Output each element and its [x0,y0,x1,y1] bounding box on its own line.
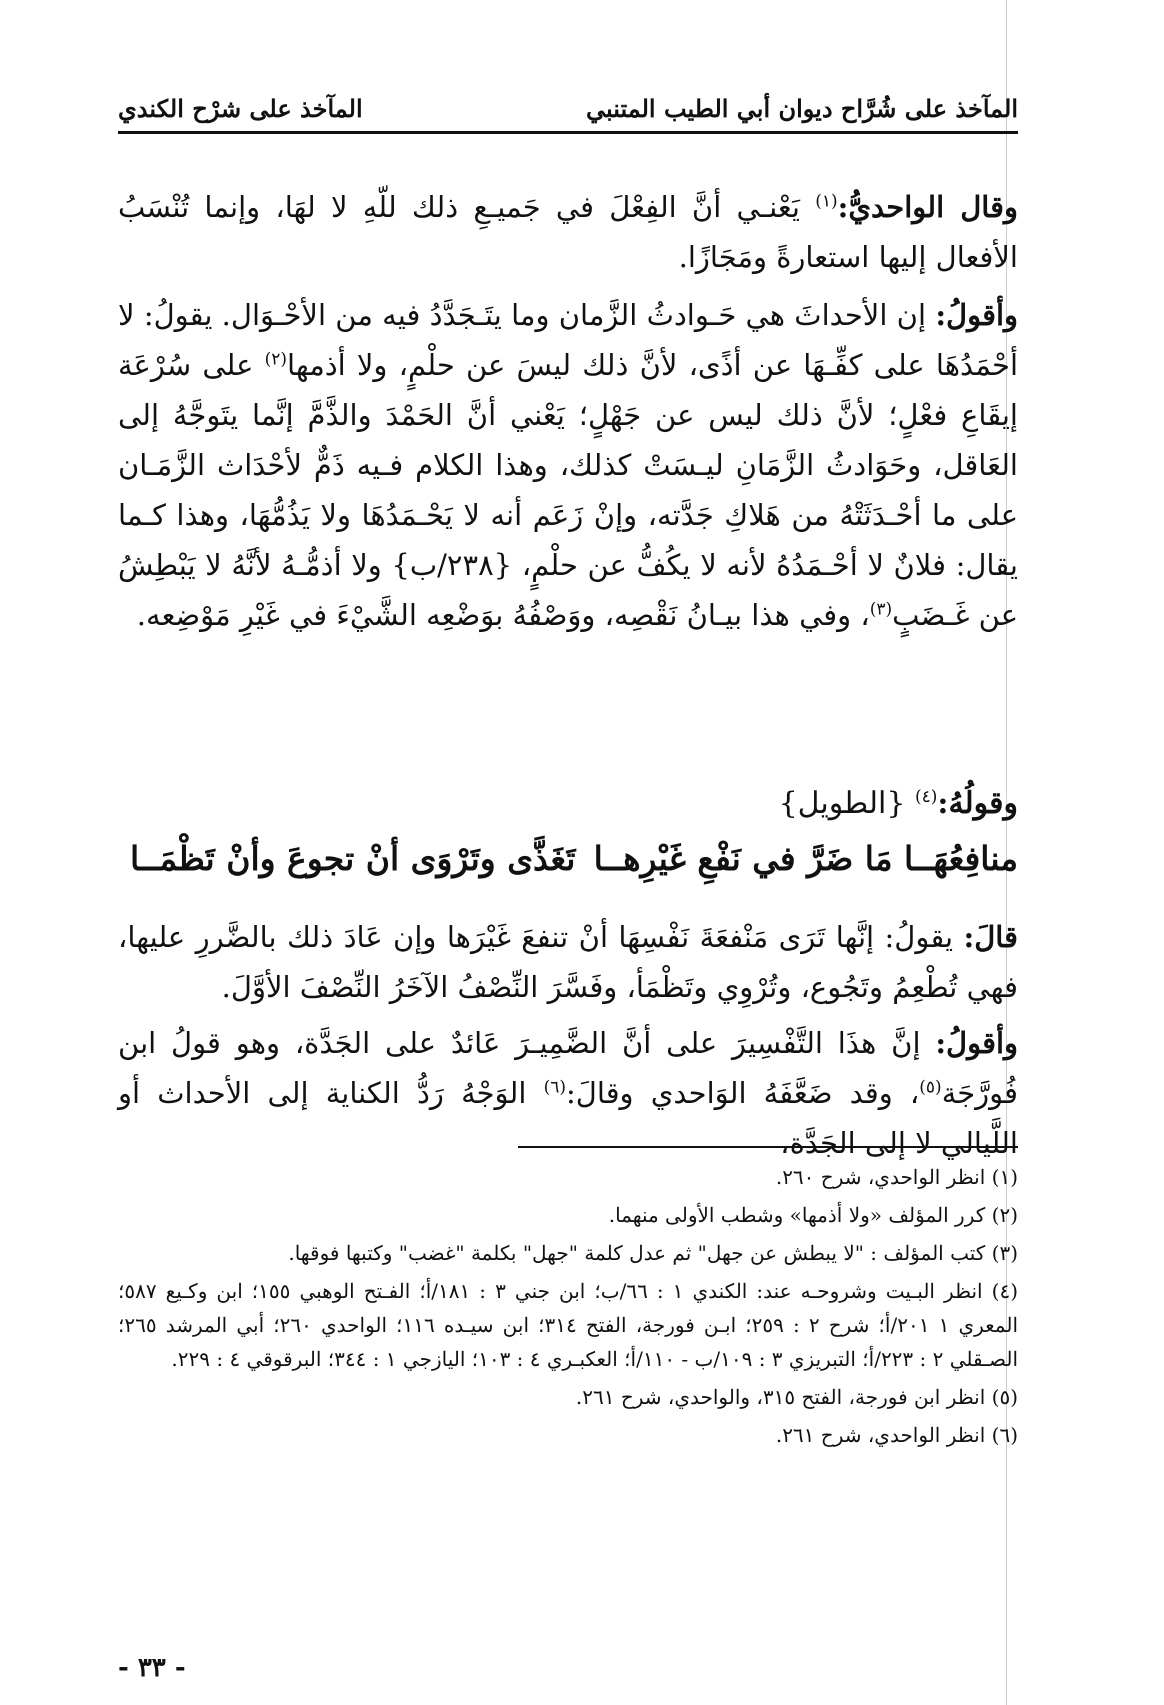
c2-lead: وأقولُ: [935,1026,1019,1060]
footnote-5: (٥) انظر ابن فورجة، الفتح ٣١٥، والواحدي، شرح ٢٦١. [575,1385,1018,1409]
header-left-title: المآخذ على شرْح الكندي [118,93,363,123]
footnote-rule [518,1146,1018,1148]
p2-text-c: ، وفي هذا بيـانُ نَقْصِه، ووَصْفُهُ بوَضْعِه الشَّيْءَ في غَيْرِ مَوْضِعه. [136,598,870,632]
footnote-ref-3: (٣) [869,599,893,620]
poem-intro-lead: وقولُهُ: [937,786,1018,821]
footnote-1: (١) انظر الواحدي، شرح ٢٦٠. [775,1165,1018,1189]
p1-lead: وقال الواحديُّ: [837,190,1018,224]
paragraph-1 [118,182,1018,282]
footnote-ref-1: (١) [815,191,838,212]
p1-text: يَعْنـي أنَّ الفِعْلَ في جَميـعِ ذلك للّهِ لا لهَا، وإنما تُنْسَبُ الأفعال إليها استعارةً ومَجَازًا. [118,190,1018,274]
p2-text-a: إن الأحداثَ هي حَـوادثُ الزَّمان وما يتَـجَدَّدُ فيه من الأحْـوَال. يقولُ: لا أحْمَدُهَا على كفِّـهَا عن أذًى، لأنَّ ذلك ليسَ عن حلْمٍ، ولا أذمها [118,298,1018,382]
c2-text-b: ، وقد ضَعَّفَهُ الوَاحدي وقالَ: [566,1076,920,1110]
running-header [118,88,1018,128]
header-rule [118,131,1018,134]
paragraph-2 [118,290,1018,640]
poem-intro [118,778,1018,830]
footnote-ref-2: (٢) [264,349,287,370]
c1-lead: قالَ: [963,920,1019,954]
main-text [118,182,1018,648]
poem-hemistich-1: منافِعُهَــا مَا ضَرَّ في نَفْعِ غَيْرِهــا [593,839,1018,878]
header-right-title: المآخذ على شُرَّاح ديوان أبي الطيب المتنبي [586,93,1018,123]
footnotes [118,1160,1018,1456]
footnote-ref-4: (٤) [914,787,938,807]
commentary-text [118,912,1018,1174]
footnote-3: (٣) كتب المؤلف : "لا يبطش عن جهل" ثم عدل كلمة "جهل" بكلمة "غضب" وكتبها فوقها. [288,1241,1018,1265]
c1-text: يقولُ: إنَّها تَرَى مَنْفعَةَ نَفْسِهَا أنْ تنفعَ غَيْرَها وإن عَادَ ذلك بالضَّررِ عليها، فهي تُطْعِمُ وتَجُوع، وتُرْوِي وتَظْمَأ، وفَسَّرَ النِّصْفُ الآخَرُ النِّصْفَ الأوَّلَ. [118,920,1018,1004]
poem-block [118,778,1018,888]
poem-meter: {الطويل} [778,786,906,821]
p2-lead: وأقولُ: [935,298,1019,332]
footnote-ref-6: (٦) [543,1077,567,1098]
footnote-6: (٦) انظر الواحدي، شرح ٢٦١. [775,1423,1018,1447]
footnote-2: (٢) كرر المؤلف «ولا أذمها» وشطب الأولى منهما. [608,1203,1018,1227]
page-number: - ٣٣ - [118,1653,186,1683]
footnote-ref-5: (٥) [919,1077,942,1098]
c2-text-a: إنَّ هذَا التَّفْسِيرَ على أنَّ الضَّمِيـرَ عَائدٌ على الجَدَّة، وهو قولُ ابن فُورَّجَة [118,1026,1019,1110]
c2-text-c: الوَجْهُ رَدُّ الكناية إلى الأحداث أو اللَّيالي لا إلى الجَدَّة، [118,1076,1018,1160]
poem-hemistich-2: تَغَذَّى وتَرْوَى أنْ تجوعَ وأنْ تَظْمَــا [130,839,576,878]
p2-text-b: على سُرْعَة إيقَاعِ فعْلٍ؛ لأنَّ ذلك ليس عن جَهْلٍ؛ يَعْني أنَّ الحَمْدَ والذَّمَّ إنَّما يتَوجَّهُ إلى العَاقل، وحَوَادثُ الزَّمَانِ ليـسَتْ كذلك، وهذا الكلام فـيه ذَمٌّ لأحْدَاث الزَّمَـان على ما أحْـدَثَتْهُ من هَلاكِ جَدَّته، وإنْ زَعَم أنه لا يَحْـمَدُهَا ولا يَذُمُّهَا، وهذا كـما يقال: فلانٌ لا أحْـمَدُهُ لأنه لا يكُفُّ عن حلْمٍ، {٢٣٨/ب} ولا أذمُّـهُ لأنَّهُ لا يَبْطِشُ عن غَـضَبٍ [118,348,1018,632]
footnote-4: (٤) انظر البـيت وشروحـه عند: الكندي ١ : ٦٦/ب؛ ابن جني ٣ : ١٨١/أ؛ الفـتح الوهبي ١٥٥؛ ابن وكـيع ٥٨٧؛ المعري ١ ٢٠١/أ؛ شرح ٢ : ٢٥٩؛ ابـن فورجة، الفتح ٣١٤؛ ابن سيـده ١١٦؛ الواحدي ٢٦٠؛ أبي المرشد ٢٦٥؛ الصـقلي ٢ : ٢٢٣/أ؛ التبريزي ٣ : ١٠٩/ب - ١١٠/أ؛ العكبـري ٤ : ١٠٣؛ اليازجي ١ : ٣٤٤؛ البرقوقي ٤ : ٢٢٩. [118,1279,1019,1371]
poem-verse [118,830,1018,888]
commentary-1 [118,912,1018,1012]
